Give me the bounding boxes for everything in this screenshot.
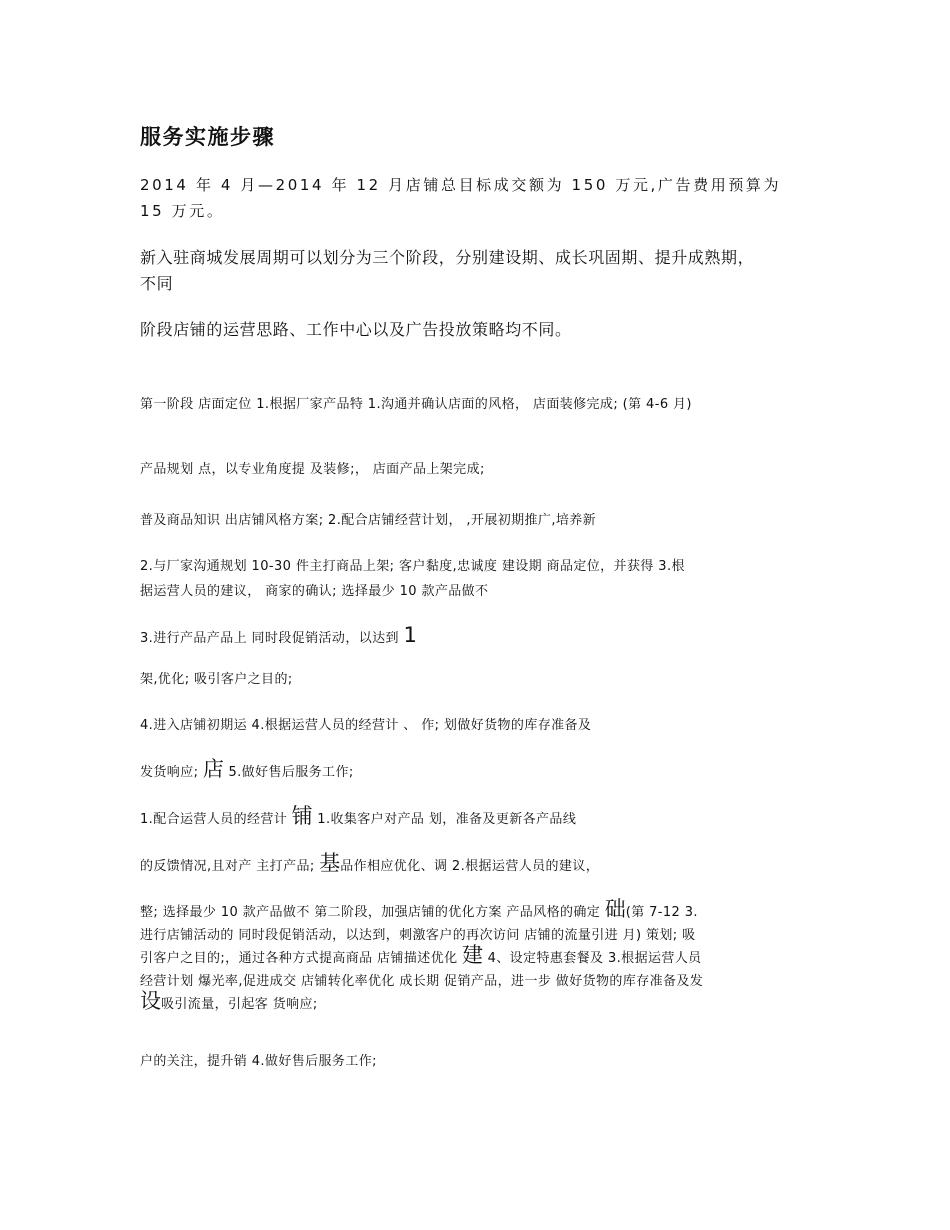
body-line: 第一阶段 店面定位 1.根据厂家产品特 1.沟通并确认店面的风格， 店面装修完成; (第 4-6 月) — [140, 397, 692, 412]
body-line — [140, 897, 703, 924]
body-line: 4.进入店铺初期运 4.根据运营人员的经营计 、 作; 划做好货物的库存准备及 — [140, 718, 592, 733]
body-line: 2.与厂家沟通规划 10-30 件主打商品上架; 客户黏度,忠诚度 建设期 商品定位，并获得 3.根 — [140, 559, 685, 574]
body-text: (第 7-12 3. — [625, 905, 698, 920]
body-line — [140, 852, 599, 878]
body-line: 经营计划 爆光率,促进成交 店铺转化率优化 成长期 促销产品，进一步 做好货物的库存准备及发 — [140, 974, 704, 989]
body-text: 引客户之目的;，通过各种方式提高商品 店铺描述优化 — [140, 951, 463, 966]
intro-line-1: 2014 年 4 月—2014 年 12 月店铺总目标成交额为 150 万元,广告费用预算为 — [140, 176, 782, 194]
phases-intro-line-2: 不同 — [140, 274, 174, 293]
body-paragraph — [140, 897, 704, 1016]
body-large-glyph: 铺 — [291, 804, 313, 828]
body-text: 整; 选择最少 10 款产品做不 第二阶段，加强店铺的优化方案 产品风格的确定 — [140, 905, 605, 920]
body-large-glyph: 基 — [319, 851, 341, 875]
body-line — [140, 758, 354, 784]
body-line: 据运营人员的建议， 商家的确认; 选择最少 10 款产品做不 — [140, 584, 489, 599]
body-text: 4、设定特惠套餐及 3.根据运营人员 — [483, 951, 702, 966]
body-text: 吸引流量，引起客 货响应; — [161, 997, 318, 1012]
body-large-glyph: 设 — [140, 989, 161, 1013]
body-text: 5.做好售后服务工作; — [223, 765, 354, 780]
body-large-glyph: 1 — [403, 623, 417, 647]
body-line — [140, 989, 703, 1016]
body-line — [140, 624, 417, 650]
body-text: 的反馈情况,且对产 主打产品; — [140, 859, 320, 874]
phases-intro-line-3: 阶段店铺的运营思路、工作中心以及广告投放策略均不同。 — [140, 320, 572, 339]
page-title: 服务实施步骤 — [140, 125, 275, 149]
body-text: 1.配合运营人员的经营计 — [140, 812, 292, 827]
body-line: 进行店铺活动的 同时段促销活动，以达到，刺激客户的再次访问 店铺的流量引进 月) 策划; 吸 — [140, 928, 696, 943]
body-text: 发货响应; — [140, 765, 203, 780]
body-line: 架,优化; 吸引客户之目的; — [140, 672, 293, 687]
body-line — [140, 805, 576, 831]
body-line: 产品规划 点，以专业角度提 及装修;， 店面产品上架完成; — [140, 462, 485, 477]
body-line: 户的关注，提升销 4.做好售后服务工作; — [140, 1054, 377, 1069]
body-line — [140, 943, 703, 970]
body-text: 品作相应优化、调 2.根据运营人员的建议， — [340, 859, 600, 874]
intro-line-2: 15 万元。 — [140, 202, 225, 220]
body-text: 1.收集客户对产品 划，准备及更新各产品线 — [312, 812, 577, 827]
body-large-glyph: 建 — [462, 943, 484, 967]
body-line: 普及商品知识 出店铺风格方案; 2.配合店铺经营计划， ,开展初期推广,培养新 — [140, 513, 597, 528]
body-text: 3.进行产品产品上 同时段促销活动，以达到 — [140, 631, 404, 646]
phases-intro-line-1: 新入驻商城发展周期可以划分为三个阶段，分别建设期、成长巩固期、提升成熟期， — [140, 248, 755, 267]
body-large-glyph: 店 — [202, 757, 224, 781]
body-large-glyph: 础 — [604, 897, 626, 921]
